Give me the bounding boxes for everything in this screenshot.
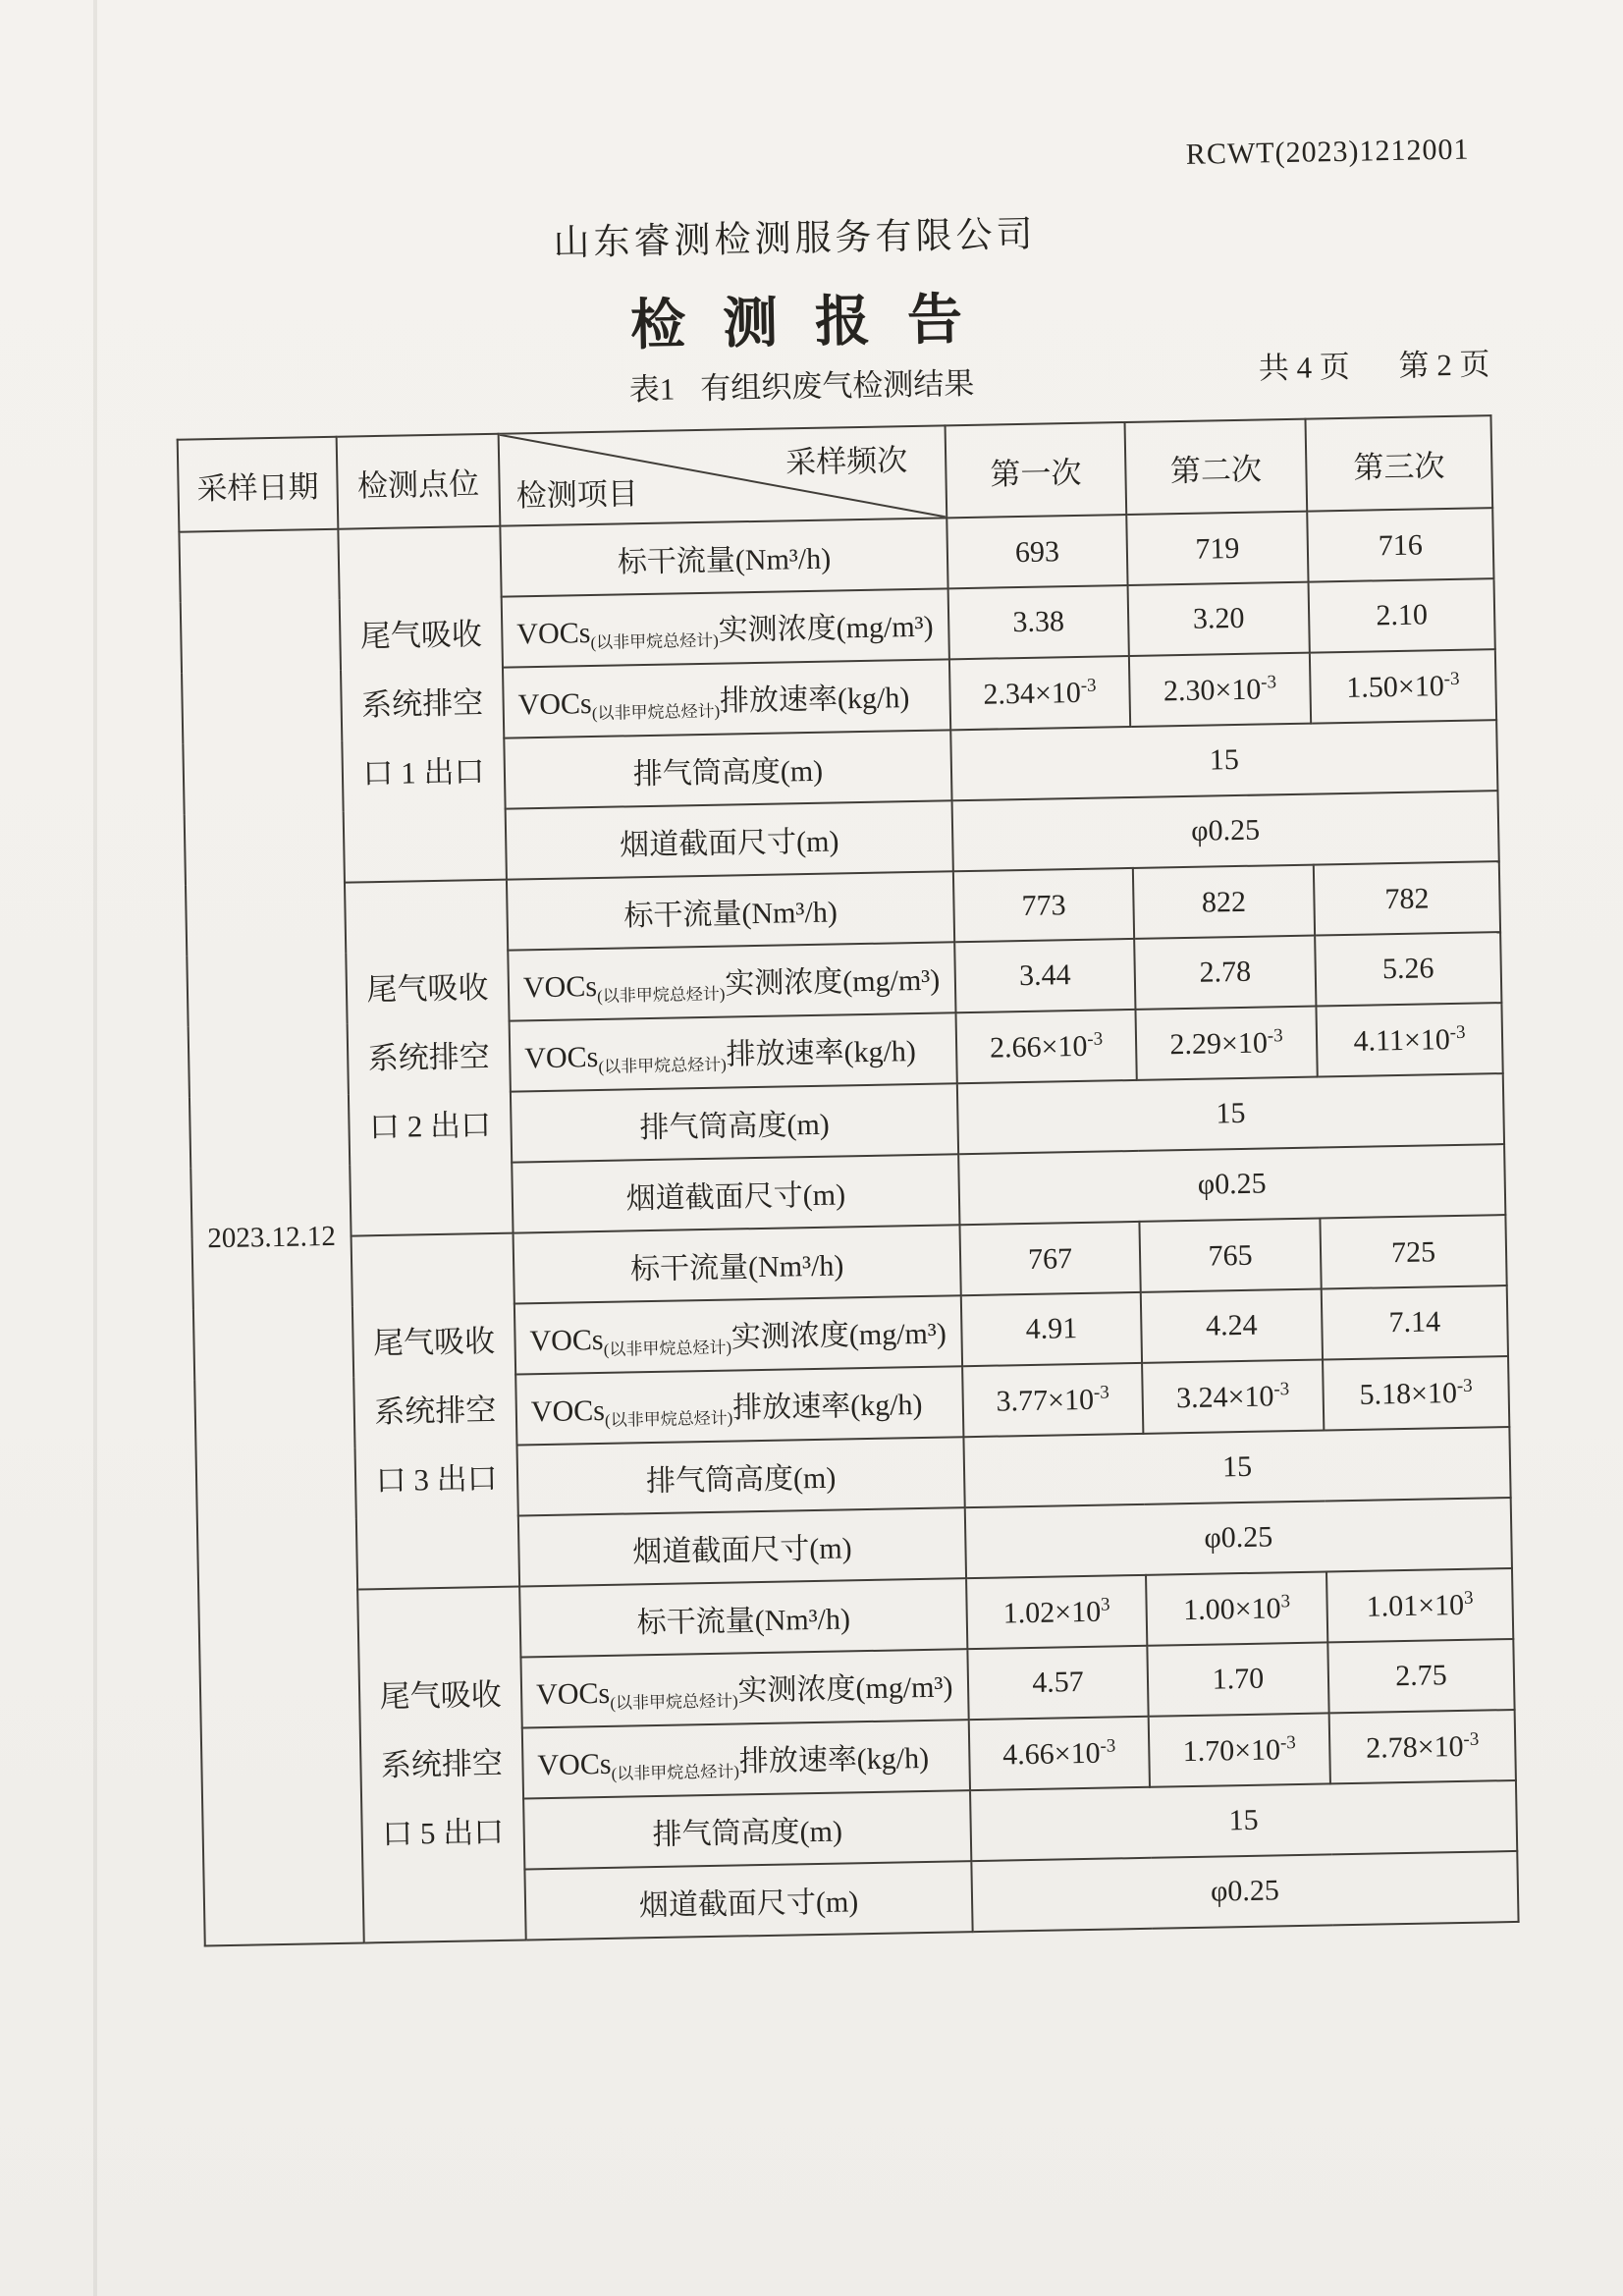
- value-cell: 7.14: [1322, 1285, 1508, 1359]
- value-exponent: -3: [1267, 1024, 1283, 1046]
- value-cell: [1316, 1003, 1502, 1076]
- value-base: 767: [1027, 1241, 1073, 1276]
- point-line: 口 1 出口: [362, 753, 485, 792]
- vocs-subscript: (以非甲烷总烃计): [611, 1762, 740, 1783]
- value-cell: 1.70: [1147, 1642, 1328, 1716]
- value-base: 765: [1208, 1238, 1253, 1273]
- value-exponent: -3: [1093, 1381, 1109, 1403]
- value-exponent: -3: [1456, 1375, 1473, 1396]
- rate-text: 排放速率(kg/h): [719, 682, 910, 718]
- vocs-subscript: (以非甲烷总烃计): [590, 630, 720, 653]
- value-cell: 4.57: [967, 1646, 1148, 1720]
- value-cell: [966, 1575, 1147, 1649]
- value-cell: [1310, 649, 1496, 723]
- vocs-subscript: (以非甲烷总烃计): [598, 1055, 727, 1076]
- concentration-text: 实测浓度(mg/m³): [730, 1317, 947, 1354]
- header-run-3: 第三次: [1305, 415, 1492, 511]
- value-base: 1.50×10: [1346, 669, 1445, 704]
- header-monitoring-point: 检测点位: [337, 434, 501, 529]
- value-cell: [1135, 1007, 1317, 1080]
- value-exponent: 3: [1100, 1594, 1110, 1615]
- value-cell: 2.75: [1327, 1639, 1514, 1713]
- report-title: 检测报告: [629, 289, 1001, 357]
- header-run-1: 第一次: [946, 422, 1127, 518]
- monitoring-point-2: [345, 880, 514, 1236]
- rate-text: 排放速率(kg/h): [738, 1741, 930, 1778]
- value-exponent: 3: [1280, 1590, 1291, 1612]
- value-base: 693: [1014, 534, 1060, 569]
- point-line: 系统排空: [360, 685, 484, 723]
- value-base: 4.66×10: [1001, 1736, 1101, 1772]
- row-label-vocs-rate: [503, 659, 950, 738]
- value-base: 5.18×10: [1359, 1376, 1458, 1411]
- vocs-text: VOCs: [522, 969, 598, 1005]
- value-exponent: -3: [1100, 1734, 1116, 1757]
- value-cell: 5.26: [1315, 932, 1501, 1006]
- value-base: 2.34×10: [983, 676, 1082, 711]
- value-exponent: -3: [1273, 1378, 1290, 1399]
- row-label-vocs-concentration: [520, 1649, 968, 1727]
- vocs-text: VOCs: [529, 1323, 604, 1358]
- value-base: 1.70×10: [1182, 1732, 1281, 1768]
- monitoring-point-1: [338, 526, 507, 883]
- value-cell: [1133, 865, 1315, 939]
- value-cell: 3.44: [954, 939, 1135, 1012]
- report-number: RCWT(2023)1212001: [1185, 133, 1470, 171]
- rate-text: 排放速率(kg/h): [731, 1388, 923, 1425]
- row-label-duct-size: 烟道截面尺寸(m): [524, 1861, 972, 1940]
- value-cell: [1314, 861, 1500, 935]
- row-label-vocs-concentration: [514, 1295, 962, 1374]
- row-label-stack-height: 排气筒高度(m): [516, 1437, 964, 1515]
- sampling-date-value: 2023.12.12: [179, 529, 363, 1946]
- table-caption-label: 表1: [628, 371, 676, 408]
- header-diagonal-cell: [499, 425, 947, 525]
- header-sampling-date: 采样日期: [178, 437, 339, 532]
- vocs-text: VOCs: [517, 687, 592, 722]
- value-cell: [1329, 1710, 1516, 1783]
- value-base: 1.02×10: [1002, 1595, 1102, 1629]
- vocs-text: VOCs: [523, 1040, 599, 1075]
- value-exponent: 3: [1463, 1587, 1474, 1609]
- duct-size-value: φ0.25: [952, 791, 1499, 871]
- value-exponent: -3: [1279, 1731, 1296, 1753]
- row-label-vocs-concentration: [502, 588, 949, 667]
- point-line: 尾气吸收: [366, 970, 489, 1008]
- value-cell: [959, 1222, 1140, 1295]
- value-base: 822: [1201, 885, 1247, 919]
- row-label-vocs-concentration: [508, 942, 955, 1020]
- row-label-vocs-rate: [522, 1720, 970, 1798]
- value-exponent: -3: [1080, 675, 1097, 696]
- stack-height-value: 15: [957, 1073, 1504, 1154]
- value-base: 782: [1384, 881, 1430, 915]
- row-label-vocs-rate: [510, 1012, 957, 1091]
- duct-size-value: φ0.25: [965, 1498, 1512, 1578]
- header-test-item: 检测项目: [515, 476, 639, 514]
- page-info: [1258, 339, 1490, 387]
- value-cell: [949, 656, 1130, 730]
- value-cell: [1139, 1219, 1321, 1292]
- value-cell: [1326, 1568, 1513, 1642]
- duct-size-value: φ0.25: [958, 1144, 1505, 1225]
- company-name: 山东睿测检测服务有限公司: [553, 214, 1037, 264]
- header-sampling-frequency: 采样频次: [784, 443, 908, 480]
- row-label-vocs-rate: [515, 1366, 963, 1445]
- vocs-text: VOCs: [530, 1394, 606, 1429]
- row-label-duct-size: 烟道截面尺寸(m): [518, 1507, 966, 1586]
- vocs-subscript: (以非甲烷总烃计): [603, 1338, 732, 1359]
- vocs-subscript: (以非甲烷总烃计): [604, 1408, 733, 1430]
- page-count-current: 第 2 页: [1398, 347, 1490, 383]
- value-base: 2.30×10: [1163, 673, 1262, 707]
- value-base: 4.11×10: [1353, 1022, 1451, 1058]
- value-exponent: -3: [1260, 671, 1277, 693]
- value-cell: [947, 515, 1127, 588]
- value-cell: [956, 1010, 1137, 1083]
- concentration-text: 实测浓度(mg/m³): [718, 610, 934, 647]
- value-cell: [1126, 512, 1308, 585]
- value-base: 1.00×10: [1182, 1591, 1281, 1626]
- value-exponent: -3: [1449, 1021, 1466, 1043]
- vocs-text: VOCs: [516, 617, 591, 651]
- concentration-text: 实测浓度(mg/m³): [737, 1670, 953, 1708]
- value-base: 3.77×10: [996, 1383, 1095, 1418]
- point-line: 系统排空: [367, 1039, 491, 1076]
- table-caption-text: 有组织废气检测结果: [699, 365, 975, 406]
- table-caption: [628, 358, 974, 409]
- value-cell: [1149, 1713, 1330, 1786]
- stack-height-value: 15: [970, 1780, 1517, 1861]
- point-line: 口 3 出口: [375, 1460, 498, 1499]
- vocs-text: VOCs: [537, 1747, 612, 1782]
- value-base: 2.66×10: [989, 1029, 1088, 1065]
- value-base: 716: [1378, 527, 1424, 562]
- value-base: 1.01×10: [1366, 1588, 1465, 1623]
- point-line: 尾气吸收: [359, 617, 483, 654]
- stack-height-value: 15: [963, 1427, 1510, 1507]
- row-label-duct-size: 烟道截面尺寸(m): [512, 1154, 959, 1232]
- value-cell: [953, 868, 1134, 942]
- point-line: 口 5 出口: [381, 1814, 505, 1852]
- duct-size-value: φ0.25: [971, 1851, 1518, 1932]
- monitoring-point-4: [357, 1587, 526, 1943]
- value-exponent: -3: [1443, 668, 1460, 689]
- value-cell: 4.24: [1141, 1289, 1323, 1363]
- value-exponent: -3: [1463, 1728, 1480, 1750]
- value-cell: [1320, 1215, 1506, 1288]
- row-label-flow: 标干流量(Nm³/h): [500, 518, 947, 596]
- point-line: 系统排空: [380, 1745, 504, 1783]
- rate-text: 排放速率(kg/h): [726, 1035, 917, 1071]
- row-label-duct-size: 烟道截面尺寸(m): [506, 800, 953, 879]
- value-cell: [1323, 1356, 1509, 1430]
- value-cell: 2.78: [1134, 936, 1316, 1010]
- page-count-total: 共 4 页: [1258, 349, 1351, 386]
- value-cell: [1146, 1571, 1327, 1645]
- point-line: 口 2 出口: [368, 1107, 492, 1145]
- monitoring-point-3: [352, 1233, 520, 1590]
- row-label-stack-height: 排气筒高度(m): [523, 1790, 971, 1869]
- value-cell: 4.91: [961, 1292, 1142, 1366]
- value-cell: [969, 1717, 1150, 1790]
- vocs-subscript: (以非甲烷总烃计): [610, 1691, 738, 1713]
- vocs-subscript: (以非甲烷总烃计): [591, 701, 721, 724]
- row-label-stack-height: 排气筒高度(m): [511, 1083, 958, 1162]
- point-line: 尾气吸收: [379, 1677, 502, 1715]
- row-label-flow: 标干流量(Nm³/h): [507, 871, 954, 950]
- point-line: 尾气吸收: [372, 1324, 496, 1361]
- results-table: [177, 414, 1520, 1946]
- row-label-flow: 标干流量(Nm³/h): [519, 1578, 967, 1657]
- row-label-flow: 标干流量(Nm³/h): [514, 1225, 961, 1303]
- value-cell: [1142, 1359, 1324, 1433]
- value-base: 3.24×10: [1175, 1379, 1274, 1414]
- value-base: 2.29×10: [1169, 1025, 1269, 1061]
- vocs-subscript: (以非甲烷总烃计): [596, 984, 726, 1006]
- row-label-stack-height: 排气筒高度(m): [504, 730, 951, 808]
- value-cell: [1129, 653, 1311, 727]
- point-line: 系统排空: [374, 1393, 497, 1430]
- value-base: 773: [1021, 888, 1066, 922]
- value-exponent: -3: [1087, 1028, 1104, 1050]
- value-base: 2.78×10: [1365, 1729, 1464, 1765]
- value-cell: [962, 1363, 1143, 1437]
- header-run-2: 第二次: [1125, 419, 1308, 515]
- value-base: 719: [1195, 531, 1240, 566]
- vocs-text: VOCs: [535, 1676, 611, 1712]
- value-cell: 3.20: [1128, 582, 1310, 656]
- value-base: 725: [1390, 1234, 1436, 1269]
- value-cell: [1307, 508, 1493, 581]
- concentration-text: 实测浓度(mg/m³): [724, 963, 941, 1001]
- value-cell: 2.10: [1309, 578, 1495, 652]
- stack-height-value: 15: [950, 720, 1497, 800]
- value-cell: 3.38: [948, 585, 1129, 659]
